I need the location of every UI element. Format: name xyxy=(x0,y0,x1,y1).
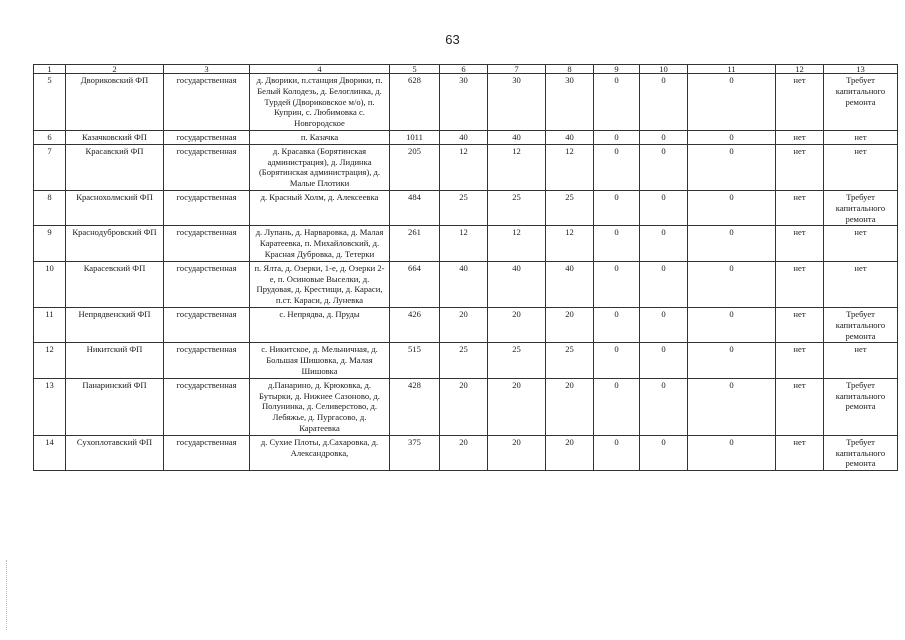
table-cell-col7: 20 xyxy=(488,307,546,342)
table-cell-col5: 426 xyxy=(390,307,440,342)
table-cell-col7: 12 xyxy=(488,144,546,190)
column-header-10: 10 xyxy=(640,65,688,74)
table-cell-col9: 0 xyxy=(594,435,640,470)
column-header-4: 4 xyxy=(250,65,390,74)
table-cell-col3: государственная xyxy=(164,74,250,131)
table-cell-col10: 0 xyxy=(640,435,688,470)
table-cell-col7: 25 xyxy=(488,190,546,225)
table-cell-col5: 515 xyxy=(390,343,440,378)
table-cell-col11: 0 xyxy=(688,435,776,470)
table-cell-col1: 7 xyxy=(34,144,66,190)
table-row xyxy=(34,435,898,470)
table-cell-col1: 9 xyxy=(34,226,66,261)
table-cell-col11: 0 xyxy=(688,343,776,378)
table-cell-col6: 12 xyxy=(440,226,488,261)
table-cell-col9: 0 xyxy=(594,307,640,342)
table-cell-col6: 12 xyxy=(440,144,488,190)
table-row xyxy=(34,190,898,225)
table-cell-col9: 0 xyxy=(594,378,640,435)
table-cell-col10: 0 xyxy=(640,144,688,190)
table-cell-col11: 0 xyxy=(688,130,776,144)
table-cell-col6: 30 xyxy=(440,74,488,131)
column-header-2: 2 xyxy=(66,65,164,74)
table-cell-col13: Требует капитального ремонта xyxy=(824,74,898,131)
table-cell-col4: п. Казачка xyxy=(250,130,390,144)
table-cell-col6: 25 xyxy=(440,343,488,378)
table-cell-col12: нет xyxy=(776,343,824,378)
table-row xyxy=(34,130,898,144)
table-cell-col10: 0 xyxy=(640,378,688,435)
table-cell-col4: д.Панарино, д. Крюковка, д. Бутырки, д. Нижнее Сазоново, д. Полунинка, д. Селиверстово, д. Лебяжье, д. Пургасово, д. Каратеевка xyxy=(250,378,390,435)
table-cell-col11: 0 xyxy=(688,307,776,342)
table-cell-col13: нет xyxy=(824,343,898,378)
table-cell-col9: 0 xyxy=(594,343,640,378)
table-cell-col3: государственная xyxy=(164,144,250,190)
table-cell-col7: 30 xyxy=(488,74,546,131)
table-cell-col8: 20 xyxy=(546,378,594,435)
table-cell-col5: 1011 xyxy=(390,130,440,144)
table-cell-col10: 0 xyxy=(640,261,688,307)
table-cell-col12: нет xyxy=(776,74,824,131)
table-cell-col1: 6 xyxy=(34,130,66,144)
table-cell-col8: 25 xyxy=(546,190,594,225)
table-cell-col2: Красавский ФП xyxy=(66,144,164,190)
table-row xyxy=(34,378,898,435)
table-cell-col6: 20 xyxy=(440,435,488,470)
table-cell-col12: нет xyxy=(776,261,824,307)
column-header-7: 7 xyxy=(488,65,546,74)
table-cell-col8: 20 xyxy=(546,435,594,470)
table-cell-col5: 484 xyxy=(390,190,440,225)
table-cell-col8: 12 xyxy=(546,226,594,261)
table-cell-col2: Казачковский ФП xyxy=(66,130,164,144)
table-cell-col9: 0 xyxy=(594,74,640,131)
table-cell-col8: 12 xyxy=(546,144,594,190)
column-header-11: 11 xyxy=(688,65,776,74)
table-cell-col6: 20 xyxy=(440,378,488,435)
table-cell-col2: Сухоплотавский ФП xyxy=(66,435,164,470)
table-cell-col7: 40 xyxy=(488,130,546,144)
table-cell-col4: д. Дворики, п.станция Дворики, п. Белый Колодезь, д. Белоглинка, д. Турдей (Двориковское м/о), п. Куприн, с. Любимовка с. Новгородское xyxy=(250,74,390,131)
table-cell-col13: нет xyxy=(824,226,898,261)
table-cell-col13: Требует капитального ремонта xyxy=(824,307,898,342)
table-row xyxy=(34,226,898,261)
table-cell-col9: 0 xyxy=(594,261,640,307)
table-cell-col12: нет xyxy=(776,144,824,190)
table-row xyxy=(34,261,898,307)
table-cell-col11: 0 xyxy=(688,378,776,435)
table-cell-col8: 30 xyxy=(546,74,594,131)
table-cell-col8: 40 xyxy=(546,130,594,144)
table-cell-col12: нет xyxy=(776,435,824,470)
table-cell-col12: нет xyxy=(776,130,824,144)
table-row xyxy=(34,307,898,342)
table-cell-col2: Карасевский ФП xyxy=(66,261,164,307)
table-cell-col7: 40 xyxy=(488,261,546,307)
table-cell-col2: Непрядвенский ФП xyxy=(66,307,164,342)
table-cell-col12: нет xyxy=(776,190,824,225)
table-cell-col13: нет xyxy=(824,130,898,144)
table-cell-col10: 0 xyxy=(640,74,688,131)
facilities-table xyxy=(33,64,898,471)
column-header-12: 12 xyxy=(776,65,824,74)
table-cell-col2: Краснодубровский ФП xyxy=(66,226,164,261)
page-number: 63 xyxy=(445,32,460,47)
column-header-13: 13 xyxy=(824,65,898,74)
table-cell-col13: нет xyxy=(824,261,898,307)
table-cell-col9: 0 xyxy=(594,190,640,225)
table-cell-col4: д. Лупань, д. Нарваровка, д. Малая Каратеевка, п. Михайловский, д. Красная Дубровка, д. Тетерки xyxy=(250,226,390,261)
table-cell-col3: государственная xyxy=(164,307,250,342)
table-cell-col11: 0 xyxy=(688,144,776,190)
table-cell-col3: государственная xyxy=(164,435,250,470)
table-cell-col1: 13 xyxy=(34,378,66,435)
table-cell-col8: 40 xyxy=(546,261,594,307)
table-cell-col13: Требует капитального ремонта xyxy=(824,190,898,225)
table-cell-col12: нет xyxy=(776,226,824,261)
table-cell-col10: 0 xyxy=(640,343,688,378)
table-cell-col10: 0 xyxy=(640,307,688,342)
table-cell-col8: 20 xyxy=(546,307,594,342)
table-row xyxy=(34,343,898,378)
table-cell-col13: Требует капитального ремонта xyxy=(824,378,898,435)
table-cell-col2: Краснохолмский ФП xyxy=(66,190,164,225)
table-cell-col7: 12 xyxy=(488,226,546,261)
table-cell-col2: Панаринский ФП xyxy=(66,378,164,435)
table-cell-col12: нет xyxy=(776,307,824,342)
table-cell-col13: Требует капитального ремонта xyxy=(824,435,898,470)
table-cell-col3: государственная xyxy=(164,261,250,307)
table-cell-col4: с. Непрядва, д. Пруды xyxy=(250,307,390,342)
table-cell-col3: государственная xyxy=(164,226,250,261)
table-cell-col1: 12 xyxy=(34,343,66,378)
table-cell-col6: 40 xyxy=(440,261,488,307)
table-cell-col1: 11 xyxy=(34,307,66,342)
table-cell-col4: п. Ялта, д. Озерки, 1-е, д. Озерки 2-е, п. Осиновые Выселки, д. Прудовая, д. Крестищи, д. Караси, п.ст. Караси, д. Луневка xyxy=(250,261,390,307)
table-cell-col12: нет xyxy=(776,378,824,435)
table-cell-col9: 0 xyxy=(594,226,640,261)
table-cell-col11: 0 xyxy=(688,74,776,131)
table-row xyxy=(34,74,898,131)
table-cell-col4: с. Никитское, д. Мельничная, д. Большая Шишовка, д. Малая Шишовка xyxy=(250,343,390,378)
table-cell-col10: 0 xyxy=(640,130,688,144)
table-cell-col11: 0 xyxy=(688,261,776,307)
table-cell-col1: 5 xyxy=(34,74,66,131)
table-cell-col7: 20 xyxy=(488,435,546,470)
table-cell-col7: 20 xyxy=(488,378,546,435)
table-row xyxy=(34,144,898,190)
table-cell-col8: 25 xyxy=(546,343,594,378)
table-cell-col6: 40 xyxy=(440,130,488,144)
table-cell-col4: д. Красавка (Борятинская администрация), д. Лидинка (Борятинская администрация), д. Малые Плотики xyxy=(250,144,390,190)
column-header-3: 3 xyxy=(164,65,250,74)
table-cell-col1: 8 xyxy=(34,190,66,225)
table-cell-col6: 20 xyxy=(440,307,488,342)
table-cell-col5: 664 xyxy=(390,261,440,307)
table-cell-col5: 428 xyxy=(390,378,440,435)
table-cell-col13: нет xyxy=(824,144,898,190)
table-cell-col11: 0 xyxy=(688,190,776,225)
table-cell-col3: государственная xyxy=(164,378,250,435)
table-cell-col3: государственная xyxy=(164,130,250,144)
table-cell-col4: д. Красный Холм, д. Алексеевка xyxy=(250,190,390,225)
column-header-9: 9 xyxy=(594,65,640,74)
table-cell-col2: Никитский ФП xyxy=(66,343,164,378)
table-cell-col5: 205 xyxy=(390,144,440,190)
table-body xyxy=(34,74,898,471)
column-header-8: 8 xyxy=(546,65,594,74)
table-cell-col5: 261 xyxy=(390,226,440,261)
table-cell-col5: 375 xyxy=(390,435,440,470)
table-cell-col3: государственная xyxy=(164,190,250,225)
table-cell-col2: Двориковский ФП xyxy=(66,74,164,131)
table-cell-col1: 10 xyxy=(34,261,66,307)
column-header-1: 1 xyxy=(34,65,66,74)
table-cell-col1: 14 xyxy=(34,435,66,470)
table-cell-col3: государственная xyxy=(164,343,250,378)
table-cell-col9: 0 xyxy=(594,130,640,144)
table-cell-col4: д. Сухие Плоты, д.Сахаровка, д. Александровка, xyxy=(250,435,390,470)
column-header-5: 5 xyxy=(390,65,440,74)
table-cell-col10: 0 xyxy=(640,190,688,225)
header-row xyxy=(34,65,898,74)
table-cell-col10: 0 xyxy=(640,226,688,261)
column-header-6: 6 xyxy=(440,65,488,74)
table-cell-col7: 25 xyxy=(488,343,546,378)
table-cell-col6: 25 xyxy=(440,190,488,225)
margin-dots xyxy=(6,560,9,630)
table-cell-col11: 0 xyxy=(688,226,776,261)
table-cell-col9: 0 xyxy=(594,144,640,190)
table-cell-col5: 628 xyxy=(390,74,440,131)
